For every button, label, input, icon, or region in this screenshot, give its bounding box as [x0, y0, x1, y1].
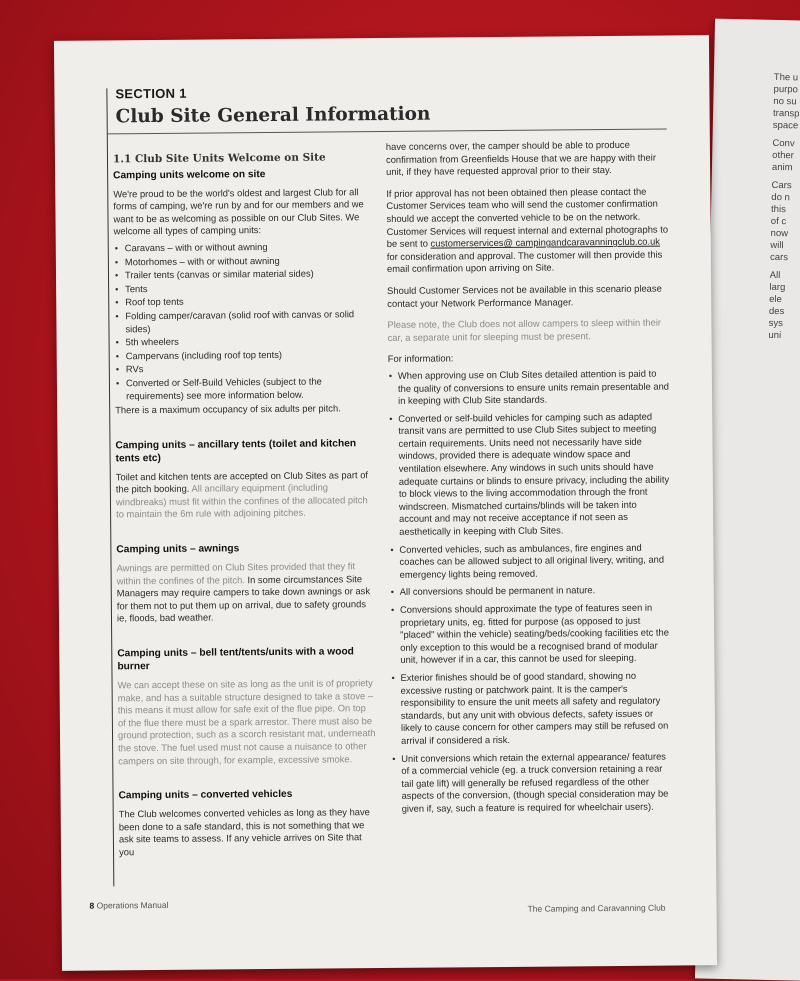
- footer-page-label: [89, 900, 168, 911]
- left-column: [113, 151, 377, 863]
- side-fragment: cars: [769, 251, 789, 264]
- side-fragment: Conv: [772, 137, 795, 150]
- side-fragment: sys: [768, 317, 784, 330]
- section-label: SECTION 1: [115, 85, 187, 102]
- side-fragment: this: [770, 203, 786, 216]
- list-item: • Campervans (including roof top tents): [115, 348, 373, 363]
- converted-heading: Camping units – converted vehicles: [118, 789, 293, 802]
- list-item: • Tents: [114, 281, 372, 296]
- list-item: • All conversions should be permanent in nature.: [390, 584, 673, 599]
- page-title: Club Site General Information: [115, 103, 431, 128]
- manual-name: Operations Manual: [96, 899, 169, 911]
- side-fragment: space: [772, 119, 799, 132]
- list-item: • Conversions should approximate the type of features seen in proprietary units, eg. fitted for purpose (as opposed to just "placed" within the vehicle) seating/beds/cooking facilities etc the only exception to this would be a recognised brand of modular unit, however if in a car, this cannot be used for sleeping.: [390, 601, 674, 666]
- side-fragment: The u: [773, 71, 799, 84]
- continued-text: have concerns over, the camper should be able to produce confirmation from Greenfields House that we are happy with their unit, if they have requested approval prior to their stay.: [385, 138, 656, 178]
- list-item: • Roof top tents: [114, 294, 372, 309]
- side-fragment: anim: [771, 161, 793, 174]
- side-fragment: larg: [769, 281, 786, 294]
- footer-club-name: The Camping and Caravanning Club: [527, 902, 666, 914]
- side-fragment: All: [769, 269, 781, 282]
- bell-tent-heading: Camping units – bell tent/tents/units with a wood burner: [117, 646, 354, 673]
- welcome-intro: We're proud to be the world's oldest and largest Club for all forms of camping, we're run by and for our members and we want to be as welcoming as possible on our Club Sites. We welcome all types of camping units:: [113, 185, 364, 237]
- email-link[interactable]: customerservices@ campingandcaravanningclub.co.uk: [430, 235, 661, 249]
- side-fragment: do n: [771, 191, 790, 204]
- list-item: • Converted vehicles, such as ambulances, fire engines and coaches can be allowed subject to all original livery, writing, and emergency lights being removed.: [389, 541, 672, 581]
- side-fragment: purpo: [773, 83, 799, 96]
- side-fragment: of c: [770, 215, 787, 228]
- list-item: • Folding camper/caravan (solid roof with canvas or solid sides): [114, 308, 372, 335]
- ancillary-heading: Camping units – ancillary tents (toilet and kitchen tents etc): [115, 437, 357, 465]
- prior-approval-text: If prior approval has not been obtained then please contact the Customer Services team who will send the customer confirmation should we accept the converted vehicle to be on the network. Customer Services will request internal and external photographs to be sent to customerservices@ campingandcaravanningclub.co.uk for consideration and approval. The customer will then provide this email confirmation upon arriving on Site.: [386, 185, 669, 275]
- side-fragment: now: [770, 227, 789, 240]
- ancillary-text: Toilet and kitchen tents are accepted on Club Sites as part of the pitch booking. All ancillary equipment (including windbreaks) must fit within the confines of the allocated pitch to maintain the 6m rule with adjoining pitches.: [115, 468, 369, 520]
- side-fragment: uni: [768, 329, 782, 342]
- list-item: • Converted or Self-Build Vehicles (subject to the requirements) see more information below.: [115, 375, 373, 402]
- side-fragment: ele: [769, 293, 783, 306]
- side-fragment: other: [772, 149, 794, 162]
- side-fragment: will: [770, 239, 784, 252]
- awnings-text: Awnings are permitted on Club Sites provided that they fit within the confines of the pitch. In some circumstances Site Managers may require campers to take down awnings or ask for them not to put them up on arrival, due to safety grounds ie, floods, bad weather.: [116, 560, 371, 624]
- list-item: • When approving use on Club Sites detailed attention is paid to the quality of conversions to ensure units remain presentable and in keeping with Club Site standards.: [388, 367, 671, 407]
- side-fragment: Cars: [771, 179, 792, 192]
- list-item: • RVs: [115, 361, 373, 376]
- list-item: • Exterior finishes should be of good standard, showing no excessive rusting or patchwork paint. It is the camper's responsibility to ensure the unit meets all safety and regulatory standards, but any unit with obvious defects, safety issues or likely to cause concern for other campers may still be refused on arrival if considered a risk.: [390, 669, 674, 747]
- list-item: • Unit conversions which retain the external appearance/ features of a commercial vehicle (eg. a truck conversion retaining a rear tail gate lift) will generally be refused regardless of the other aspects of the conversion, (though special consideration may be given if, say, such a feature is required for wheelchair users).: [391, 750, 675, 815]
- unit-types-list: [114, 240, 373, 402]
- list-item: • Converted or self-build vehicles for camping such as adapted transit vans are permitted to use Club Sites subject to meeting certain requirements. Units need not necessarily have side windows, provided there is adequate window space and ventilation elsewhere. Any windows in such units should have adequate curtains or blinds to ensure privacy, including the ability to block views to the living accommodation through the front windscreen. Mismatched curtains/blinds will be taken into account and may not receive acceptance if not seen as aesthetically in keeping with Club Sites.: [388, 410, 672, 538]
- converted-text: The Club welcomes converted vehicles as long as they have been done to a safe standard, this is not something that we ask site teams to assess. If any vehicle arrives on Site that you: [118, 806, 370, 858]
- list-item: • Motorhomes – with or without awning: [114, 254, 372, 269]
- awnings-heading: Camping units – awnings: [116, 543, 240, 556]
- list-item: • 5th wheelers: [115, 334, 373, 349]
- list-item: • Caravans – with or without awning: [114, 240, 372, 255]
- info-list: [388, 367, 675, 815]
- right-column: [386, 139, 675, 821]
- side-fragment: no su: [773, 95, 797, 108]
- manual-page: [54, 35, 717, 971]
- max-occupancy: There is a maximum occupancy of six adults per pitch.: [115, 402, 341, 416]
- title-rule: [107, 129, 667, 135]
- side-fragment: des: [768, 305, 785, 318]
- info-label: For information:: [387, 352, 454, 365]
- welcome-heading: Camping units welcome on site: [113, 168, 266, 181]
- list-item: • Trailer tents (canvas or similar material sides): [114, 267, 372, 282]
- sleeping-note: Please note, the Club does not allow campers to sleep within their car, a separate unit for sleeping must be present.: [387, 316, 662, 343]
- page-number: 8: [89, 900, 95, 911]
- bell-tent-text: We can accept these on site as long as the unit is of propriety make, and has a suitable structure designed to take a stove – this means it must allow for safe exit of the flue pipe. On top of the flue there must be a spark arrestor. There must also be ground protection, such as a scorch resistant mat, underneath the stove. The fuel used must not cause a nuisance to other campers on site through, for example, excessive smoke.: [117, 677, 376, 766]
- subsection-heading: 1.1 Club Site Units Welcome on Site: [112, 151, 326, 166]
- side-fragment: transp: [772, 107, 800, 120]
- unavailable-text: Should Customer Services not be available in this scenario please contact your Network Performance Manager.: [387, 282, 662, 309]
